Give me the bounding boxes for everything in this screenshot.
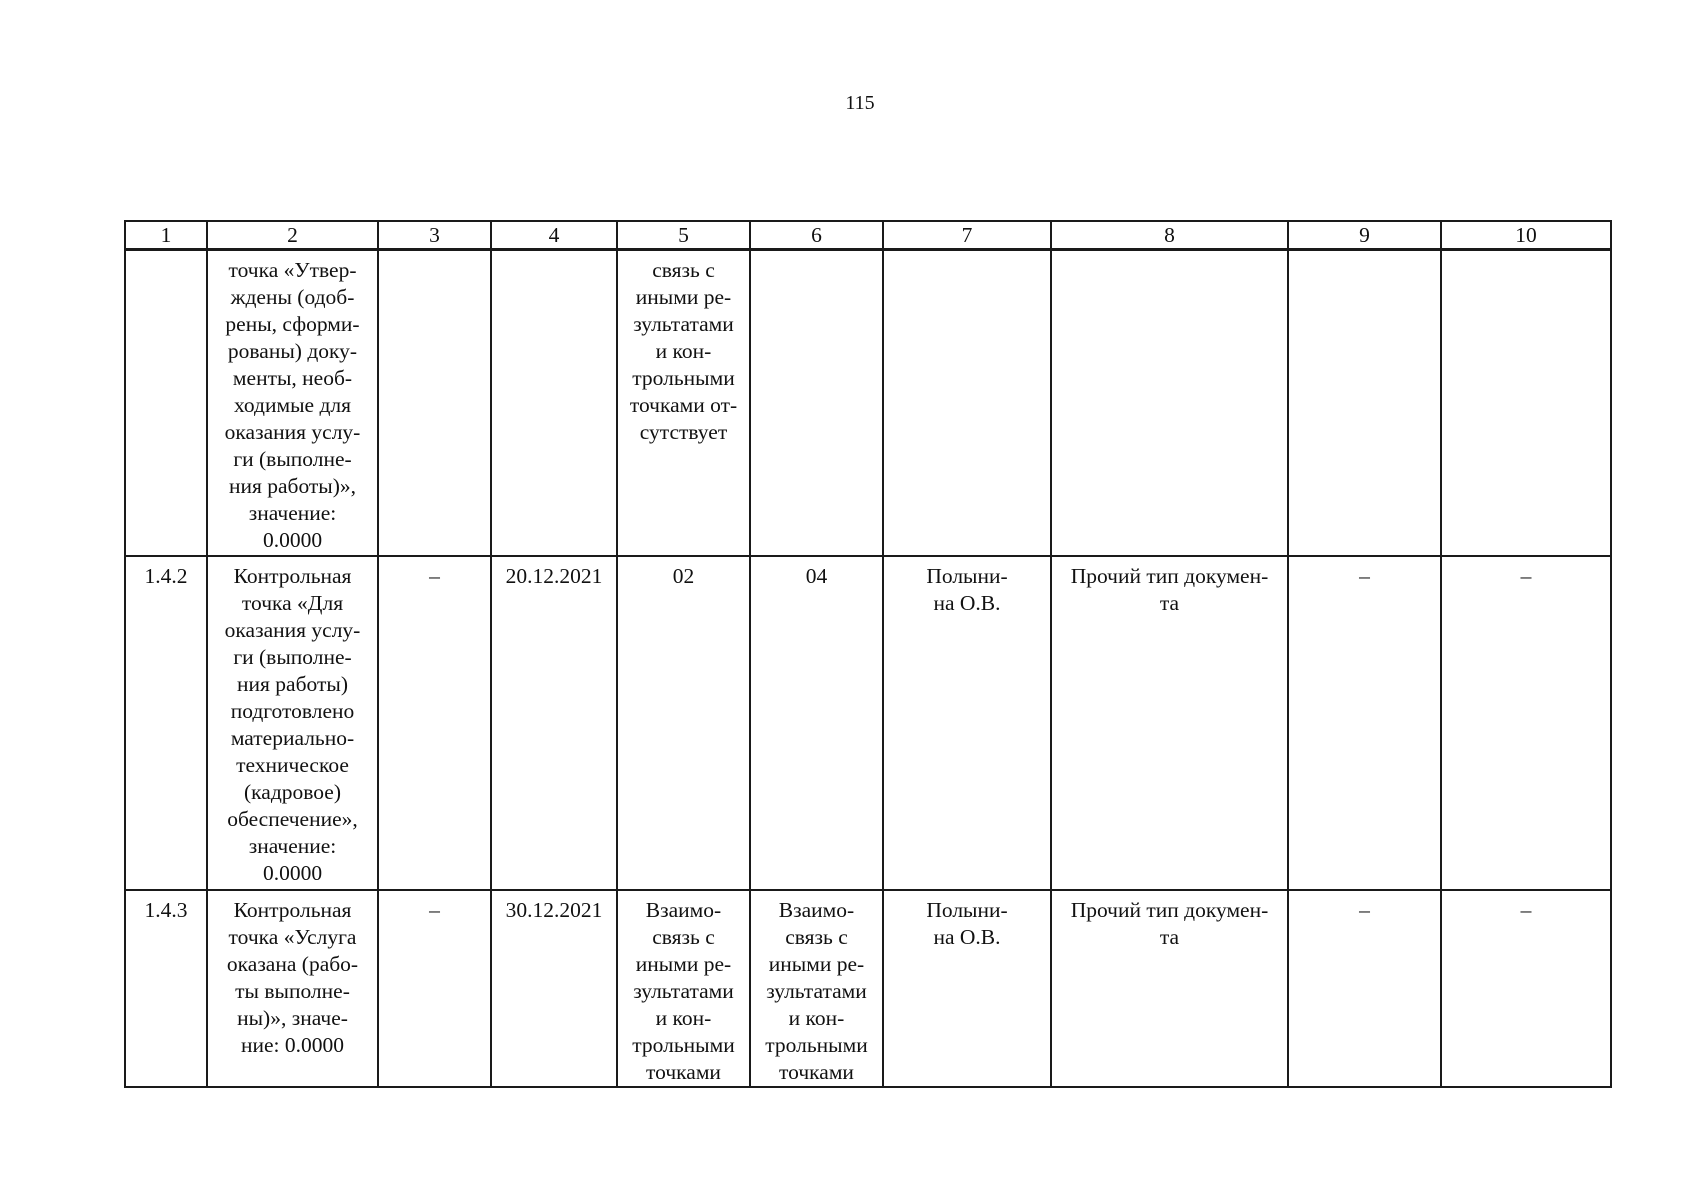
- cell-line: подготовлено: [230, 698, 355, 723]
- cell-col9: [1288, 250, 1441, 556]
- col-header-4: 4: [491, 221, 617, 250]
- cell-line: ние: 0.0000: [240, 1032, 345, 1057]
- cell-description: [207, 250, 378, 556]
- col-header-5: 5: [617, 221, 750, 250]
- cell-line: та: [1159, 590, 1180, 615]
- cell-line: 02: [672, 563, 695, 588]
- cell-responsible: [883, 250, 1051, 556]
- cell-col5: [617, 556, 750, 890]
- cell-line: 0.0000: [262, 860, 323, 885]
- table-row: [125, 556, 1611, 890]
- col-header-3: 3: [378, 221, 491, 250]
- cell-line: ги (выполне-: [233, 644, 352, 669]
- cell-line: Контрольная: [233, 563, 352, 588]
- cell-line: иными ре-: [768, 951, 865, 976]
- cell-line: обеспечение»,: [227, 806, 358, 831]
- col-header-9: 9: [1288, 221, 1441, 250]
- cell-col3: [378, 250, 491, 556]
- cell-col6: [750, 890, 883, 1087]
- cell-col9: –: [1288, 556, 1441, 890]
- cell-line: на О.В.: [933, 590, 1001, 615]
- cell-line: менты, необ-: [232, 366, 353, 390]
- cell-col10: [1441, 250, 1611, 556]
- cell-line: и кон-: [655, 1005, 712, 1030]
- cell-responsible: [883, 556, 1051, 890]
- cell-line: 0.0000: [262, 528, 323, 552]
- cell-col3: –: [378, 890, 491, 1087]
- cell-description: [207, 556, 378, 890]
- cell-doc-type: [1051, 250, 1288, 556]
- cell-doc-type: [1051, 556, 1288, 890]
- cell-line: трольными: [765, 1032, 868, 1057]
- cell-line: (кадровое): [244, 779, 341, 804]
- cell-line: точка «Для: [241, 590, 344, 615]
- cell-description: [207, 890, 378, 1087]
- cell-date: [491, 250, 617, 556]
- cell-line: точка «Утвер-: [228, 258, 357, 282]
- cell-line: ния работы)»,: [228, 474, 357, 498]
- col-header-7: 7: [883, 221, 1051, 250]
- cell-line: сутствует: [639, 420, 728, 444]
- cell-number: [125, 250, 207, 556]
- cell-col9: –: [1288, 890, 1441, 1087]
- cell-line: техническое: [236, 752, 349, 777]
- cell-line: точками от-: [629, 393, 738, 417]
- col-header-6: 6: [750, 221, 883, 250]
- cell-line: материально-: [230, 725, 355, 750]
- cell-line: ты выполне-: [235, 978, 350, 1003]
- cell-line: зультатами: [633, 312, 734, 336]
- col-header-8: 8: [1051, 221, 1288, 250]
- cell-date: 30.12.2021: [491, 890, 617, 1087]
- col-header-2: 2: [207, 221, 378, 250]
- cell-line: оказана (рабо-: [226, 951, 359, 976]
- header-row: [125, 221, 1611, 250]
- cell-line: значение:: [248, 501, 337, 525]
- cell-line: связь с: [652, 258, 715, 282]
- cell-line: Контрольная: [233, 897, 352, 922]
- table-row: [125, 890, 1611, 1087]
- cell-line: ходимые для: [233, 393, 352, 417]
- cell-line: значение:: [248, 833, 337, 858]
- cell-col5: [617, 890, 750, 1087]
- col-header-1: 1: [125, 221, 207, 250]
- cell-line: ны)», значе-: [237, 1005, 348, 1030]
- cell-line: связь с: [652, 924, 715, 949]
- cell-col6: [750, 250, 883, 556]
- cell-date: 20.12.2021: [491, 556, 617, 890]
- cell-number: 1.4.3: [125, 890, 207, 1087]
- table-row: [125, 250, 1611, 556]
- cell-line: Взаимо-: [778, 897, 855, 922]
- cell-line: трольными: [632, 1032, 735, 1057]
- cell-line: Полыни-: [926, 897, 1008, 922]
- cell-line: иными ре-: [635, 951, 732, 976]
- cell-line: иными ре-: [635, 285, 732, 309]
- cell-line: зультатами: [633, 978, 734, 1003]
- cell-line: точками: [779, 1059, 854, 1084]
- cell-col10: –: [1441, 556, 1611, 890]
- cell-line: и кон-: [788, 1005, 845, 1030]
- cell-line: оказания услу-: [224, 420, 361, 444]
- cell-line: точка «Услуга: [228, 924, 357, 949]
- cell-line: рованы) доку-: [227, 339, 358, 363]
- page-number: 115: [845, 92, 875, 114]
- cell-col3: –: [378, 556, 491, 890]
- cell-line: Прочий тип докумен-: [1070, 563, 1269, 588]
- cell-col6: 04: [750, 556, 883, 890]
- results-table: [124, 220, 1612, 1088]
- cell-line: связь с: [785, 924, 848, 949]
- cell-line: та: [1159, 924, 1180, 949]
- cell-line: ги (выполне-: [233, 447, 352, 471]
- cell-line: Полыни-: [926, 563, 1008, 588]
- col-header-10: 10: [1441, 221, 1611, 250]
- cell-responsible: [883, 890, 1051, 1087]
- cell-line: оказания услу-: [224, 617, 361, 642]
- cell-line: на О.В.: [933, 924, 1001, 949]
- cell-number: 1.4.2: [125, 556, 207, 890]
- cell-line: Прочий тип докумен-: [1070, 897, 1269, 922]
- cell-col5: [617, 250, 750, 556]
- cell-line: зультатами: [766, 978, 867, 1003]
- cell-line: ния работы): [237, 671, 348, 696]
- cell-line: рены, сформи-: [225, 312, 360, 336]
- cell-line: и кон-: [655, 339, 712, 363]
- cell-doc-type: [1051, 890, 1288, 1087]
- cell-line: точками: [646, 1059, 721, 1084]
- cell-line: трольными: [632, 366, 735, 390]
- cell-line: Взаимо-: [645, 897, 722, 922]
- cell-line: ждены (одоб-: [230, 285, 355, 309]
- cell-col10: –: [1441, 890, 1611, 1087]
